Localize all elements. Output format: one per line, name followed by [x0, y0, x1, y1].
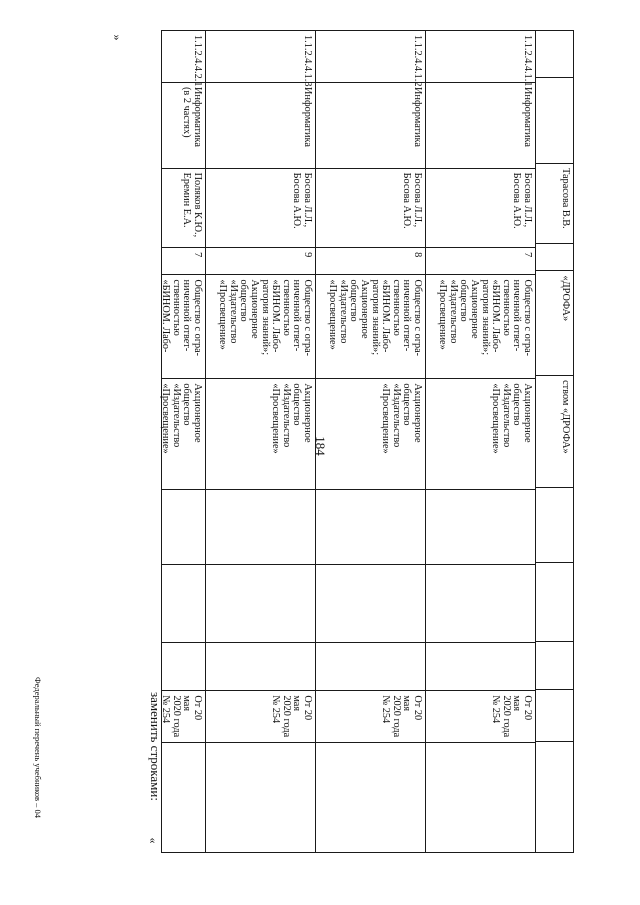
empty-cell: [206, 565, 315, 643]
textbook-table: [161, 30, 574, 853]
empty-cell: [206, 643, 315, 691]
code-cell: 1.1.2.4.4.2.1: [162, 31, 205, 83]
empty-cell: [162, 643, 205, 691]
successor-cell: Акционерное общество «Издательство «Просвещение»: [162, 379, 205, 490]
grade-cell: 7: [426, 248, 535, 275]
empty-cell: [316, 565, 425, 643]
top-publisher-cell: «ДРОФА»: [536, 271, 573, 376]
top-subject-cell: [536, 78, 573, 164]
top-successor-cell: ством «ДРОФА»: [536, 376, 573, 488]
subject-cell: Информатика (в 2 частях): [162, 83, 205, 169]
close-quote-mark: »: [110, 34, 125, 41]
date-cell: От 20 мая 2020 года № 254: [206, 691, 315, 743]
authors-cell: Босова Л.Л., Босова А.Ю.: [316, 169, 425, 249]
footer-note: Федеральный перечень учебников – 04: [33, 677, 43, 819]
publisher-cell: Общество с огра- ниченной ответ- ственностью «БИНОМ. Лабо- ратория знаний»; Акционерное общество «Издательство «Просвещение»: [206, 275, 315, 379]
table-row: [206, 30, 316, 853]
code-cell: 1.1.2.4.4.1.2: [316, 31, 425, 83]
open-quote-mark: «: [146, 837, 161, 844]
empty-cell: [206, 743, 315, 853]
empty-cell: [426, 490, 535, 565]
empty-cell: [162, 490, 205, 565]
date-cell: От 20 мая 2020 года № 254: [316, 691, 425, 743]
authors-cell: Поляков К.Ю., Еремин Е.А.: [162, 169, 205, 249]
table-row: [316, 30, 426, 853]
empty-cell: [316, 643, 425, 691]
empty-cell: [316, 490, 425, 565]
date-cell: От 20 мая 2020 года № 254: [162, 691, 205, 743]
top-grade-cell: [536, 244, 573, 271]
table-row: [426, 30, 536, 853]
top-empty-cell: [536, 488, 573, 564]
replace-with-rows-label: заменить строками:: [148, 692, 163, 801]
empty-cell: [426, 643, 535, 691]
subject-cell: Информатика: [206, 83, 315, 169]
top-code-cell: [536, 31, 573, 78]
table-top-fragment-row: [536, 30, 574, 853]
authors-cell: Босова Л.Л., Босова А.Ю.: [426, 169, 535, 249]
date-cell: От 20 мая 2020 года № 254: [426, 691, 535, 743]
top-empty-cell: [536, 642, 573, 690]
publisher-cell: Общество с огра- ниченной ответ- ственностью «БИНОМ. Лабо- ратория знаний»; Акционерное общество «Издательство «Просвещение»: [316, 275, 425, 379]
grade-cell: 9: [206, 248, 315, 275]
top-empty-cell: [536, 690, 573, 742]
grade-cell: 8: [316, 248, 425, 275]
top-empty-cell: [536, 563, 573, 641]
grade-cell: 7: [162, 248, 205, 275]
publisher-cell: Общество с огра- ниченной ответ- ственностью «БИНОМ. Лабо-: [162, 275, 205, 379]
code-cell: 1.1.2.4.4.1.1: [426, 31, 535, 83]
empty-cell: [162, 743, 205, 853]
page-number: 184: [313, 436, 328, 456]
successor-cell: Акционерное общество «Издательство «Просвещение»: [206, 379, 315, 490]
table-row: [161, 30, 206, 853]
empty-cell: [162, 565, 205, 643]
subject-cell: Информатика: [316, 83, 425, 169]
empty-cell: [426, 565, 535, 643]
top-empty-cell: [536, 742, 573, 853]
empty-cell: [426, 743, 535, 853]
empty-cell: [316, 743, 425, 853]
top-authors-cell: Тарасова В.В.: [536, 164, 573, 244]
authors-cell: Босова Л.Л., Босова А.Ю.: [206, 169, 315, 249]
publisher-cell: Общество с огра- ниченной ответ- ственностью «БИНОМ. Лабо- ратория знаний»; Акционерное общество «Издательство «Просвещение»: [426, 275, 535, 379]
subject-cell: Информатика: [426, 83, 535, 169]
empty-cell: [206, 490, 315, 565]
code-cell: 1.1.2.4.4.1.3: [206, 31, 315, 83]
successor-cell: Акционерное общество «Издательство «Просвещение»: [316, 379, 425, 490]
successor-cell: Акционерное общество «Издательство «Просвещение»: [426, 379, 535, 490]
